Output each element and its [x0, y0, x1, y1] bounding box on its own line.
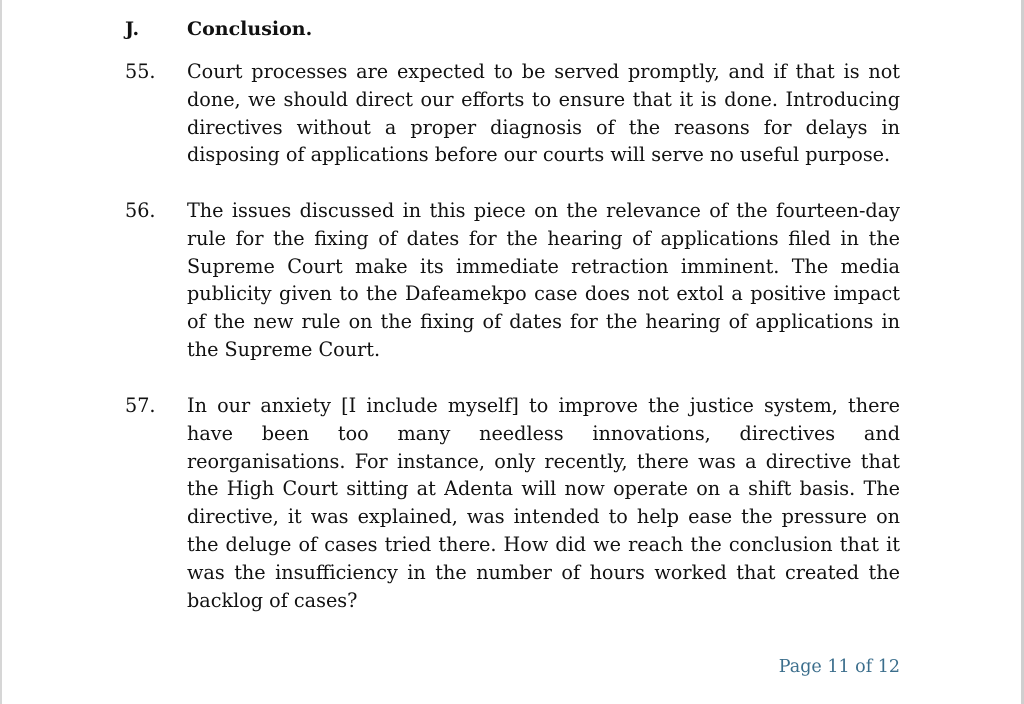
page-number-footer: Page 11 of 12 [778, 657, 900, 677]
paragraph-57 [125, 392, 900, 614]
section-title: Conclusion. [187, 18, 313, 40]
paragraph-text: The issues discussed in this piece on the relevance of the fourteen-day rule for the fixing of dates for the hearing of applications filed in the Supreme Court make its immediate retraction imminent. The media publicity given to the Dafeamekpo case does not extol a positive impact of the new rule on the fixing of dates for the hearing of applications in the Supreme Court. [187, 199, 900, 361]
page-left-edge [0, 0, 2, 704]
paragraph-number: 57. [125, 394, 156, 417]
paragraph-number: 56. [125, 199, 156, 222]
paragraph-56 [125, 197, 900, 364]
paragraph-text: Court processes are expected to be served promptly, and if that is not done, we should direct our efforts to ensure that it is done. Introducing directives without a proper diagnosis of the reasons for delays in disposing of applications before our courts will serve no useful purpose. [187, 60, 900, 167]
paragraph-text: In our anxiety [I include myself] to improve the justice system, there have been too many needless innovations, directives and reorganisations. For instance, only recently, there was a directive that the High Court sitting at Adenta will now operate on a shift basis. The directive, it was explained, was intended to help ease the pressure on the deluge of cases tried there. How did we reach the conclusion that it was the insufficiency in the number of hours worked that created the backlog of cases? [187, 394, 900, 612]
section-number: J. [125, 18, 140, 40]
paragraph-55 [125, 58, 900, 169]
paragraph-number: 55. [125, 60, 156, 83]
